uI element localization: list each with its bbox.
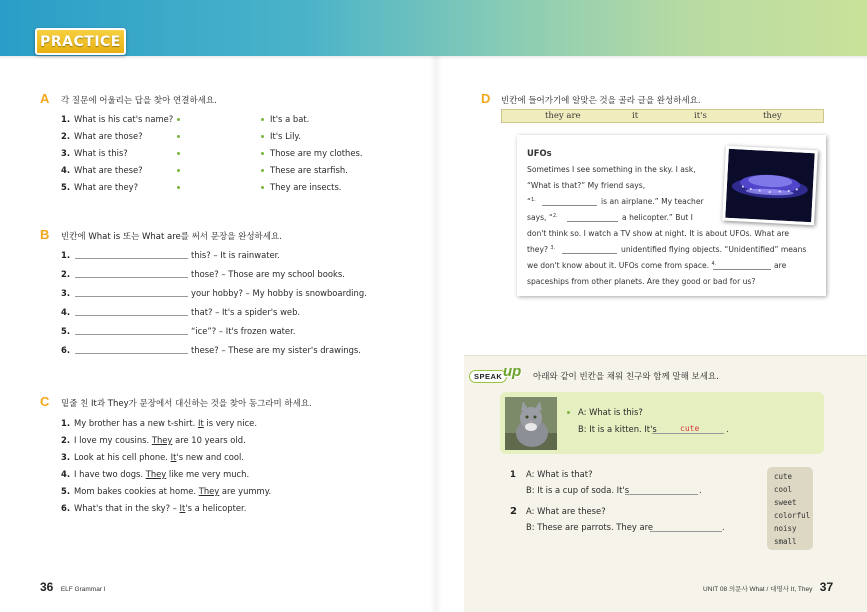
book-spine — [430, 56, 442, 612]
story-blank-4[interactable] — [713, 269, 771, 270]
a-q1-num: 1. — [61, 114, 71, 124]
speak-item2-b: B: These are parrots. They are — [526, 522, 654, 532]
footer-left — [40, 578, 106, 596]
a-q3-num: 3. — [61, 148, 71, 158]
c-item6-underlined[interactable]: It — [179, 503, 186, 513]
ufo-photo — [722, 146, 818, 226]
story-line-3: “$^{1.}$ — [527, 197, 536, 206]
story-line-2: “What is that?” My friend says, — [527, 181, 646, 190]
section-b-letter: B — [40, 227, 50, 242]
a-q5-num: 5. — [61, 182, 71, 192]
word-bank-item[interactable]: it — [632, 111, 639, 121]
a-ans4-match-dot[interactable] — [261, 169, 264, 172]
story-title: UFOs — [527, 148, 552, 158]
b-item1-text: this? – It is rainwater. — [191, 250, 280, 260]
c-item1-text: My brother has a new t-shirt. It is very nice. — [74, 418, 257, 428]
section-c-title: 밑줄 친 It과 They가 문장에서 대신하는 것을 찾아 동그라미 하세요. — [61, 399, 312, 409]
story-line-8: spaceships from other planets. Are they good or bad for us? — [527, 277, 756, 286]
a-q3-match-dot[interactable] — [177, 152, 180, 155]
speak-label: SPEAK — [469, 370, 507, 383]
a-q2-num: 2. — [61, 131, 71, 141]
ufo-image — [725, 149, 814, 222]
b-item6-text: these? – These are my sister's drawings. — [191, 345, 361, 355]
example-a: A: What is this? — [578, 407, 643, 417]
story-line-4-rest: a helicopter.” But I — [622, 213, 693, 222]
example-b: B: It is a kitten. It's — [578, 424, 657, 434]
a-q2-text: What are those? — [74, 131, 143, 141]
section-d-title: 빈칸에 들어가기에 알맞은 것을 골라 글을 완성하세요. — [501, 96, 701, 106]
b-item5-blank[interactable] — [75, 334, 188, 335]
speak-item2-blank[interactable] — [650, 531, 722, 532]
a-q4-match-dot[interactable] — [177, 169, 180, 172]
speak-item1-period: . — [699, 485, 702, 495]
story-line-5: don't think so. I watch a TV show at night. It is about UFOs. What are — [527, 229, 790, 238]
speak-word-list — [767, 467, 813, 550]
word-small: small — [774, 537, 797, 546]
c-item3-text: Look at his cell phone. It's new and cool. — [74, 452, 244, 462]
practice-badge: PRACTICE — [35, 28, 126, 55]
story-line-6: they? $^{3.}$ — [527, 245, 556, 254]
example-answer: cute — [680, 424, 700, 433]
example-period: . — [726, 424, 729, 434]
a-answer-2: It's Lily. — [270, 131, 301, 141]
speak-up-title: 아래와 같이 빈칸을 채워 친구와 함께 말해 보세요. — [533, 372, 719, 382]
c-item4-underlined[interactable]: They — [145, 469, 167, 479]
a-q2-match-dot[interactable] — [177, 135, 180, 138]
b-item6-blank[interactable] — [75, 353, 188, 354]
story-blank-2[interactable] — [567, 221, 618, 222]
c-item1-underlined[interactable]: It — [197, 418, 204, 428]
story-line-6-rest: unidentified flying objects. “Unidentified” means — [621, 245, 807, 254]
word-bank-item[interactable]: they are — [545, 111, 581, 121]
a-q4-num: 4. — [61, 165, 71, 175]
story-blank-3[interactable] — [562, 253, 617, 254]
a-ans5-match-dot[interactable] — [261, 186, 264, 189]
section-b-title: 빈칸에 What is 또는 What are를 써서 문장을 완성하세요. — [61, 232, 282, 242]
a-answer-1: It's a bat. — [270, 114, 310, 124]
b-item2-num: 2. — [61, 269, 71, 279]
c-item4-num: 4. — [61, 469, 71, 479]
a-q1-text: What is his cat's name? — [74, 114, 174, 124]
word-cool: cool — [774, 485, 793, 494]
up-label: up — [503, 363, 522, 380]
speak-item1-blank[interactable] — [625, 494, 698, 495]
a-ans3-match-dot[interactable] — [261, 152, 264, 155]
c-item2-underlined[interactable]: They — [151, 435, 173, 445]
story-line-4: says, “$^{2.}$ — [527, 213, 558, 222]
b-item3-text: your hobby? – My hobby is snowboarding. — [191, 288, 367, 298]
c-item5-underlined[interactable]: They — [198, 486, 220, 496]
speak-item1-b: B: It is a cup of soda. It's — [526, 485, 630, 495]
speak-item2-period: . — [722, 522, 725, 532]
b-item3-blank[interactable] — [75, 296, 188, 297]
c-item4-text: I have two dogs. They like me very much. — [74, 469, 250, 479]
story-blank-1[interactable] — [542, 205, 597, 206]
b-item2-blank[interactable] — [75, 277, 188, 278]
speak-item1-num: 1 — [510, 469, 516, 479]
section-a-letter: A — [40, 91, 50, 106]
b-item4-blank[interactable] — [75, 315, 188, 316]
kitten-image — [505, 397, 557, 450]
story-line-3-rest: is an airplane.” My teacher — [601, 197, 704, 206]
a-q3-text: What is this? — [74, 148, 128, 158]
c-item3-underlined[interactable]: It — [170, 452, 177, 462]
c-item2-num: 2. — [61, 435, 71, 445]
c-item2-text: I love my cousins. They are 10 years old. — [74, 435, 246, 445]
story-line-7: we don't know about it. UFOs come from space. $^{4.}$ — [527, 261, 717, 270]
word-cute: cute — [774, 472, 793, 481]
section-a-title: 각 질문에 어울리는 답을 찾아 연결하세요. — [61, 96, 217, 106]
word-bank-item[interactable]: they — [763, 111, 782, 121]
a-q5-text: What are they? — [74, 182, 139, 192]
a-q4-text: What are these? — [74, 165, 143, 175]
b-item4-text: that? – It's a spider's web. — [191, 307, 301, 317]
b-item6-num: 6. — [61, 345, 71, 355]
kitten-photo — [505, 397, 557, 450]
c-item3-num: 3. — [61, 452, 71, 462]
story-line-1: Sometimes I see something in the sky. I ask, — [527, 165, 696, 174]
a-answer-4: These are starfish. — [270, 165, 348, 175]
page-number-right: 37 — [819, 580, 834, 594]
word-sweet: sweet — [774, 498, 797, 507]
example-bullet — [567, 411, 570, 414]
b-item1-blank[interactable] — [75, 258, 188, 259]
b-item4-num: 4. — [61, 307, 71, 317]
a-q1-match-dot[interactable] — [177, 118, 180, 121]
a-answer-5: They are insects. — [270, 182, 342, 192]
c-item6-text: What's that in the sky? – It's a helicopter. — [74, 503, 247, 513]
c-item5-text: Mom bakes cookies at home. They are yummy. — [74, 486, 272, 496]
b-item5-num: 5. — [61, 326, 71, 336]
story-line-7-rest: are — [774, 261, 787, 270]
b-item1-num: 1. — [61, 250, 71, 260]
a-ans1-match-dot[interactable] — [261, 118, 264, 121]
c-item6-num: 6. — [61, 503, 71, 513]
b-item5-text: “ice”? – It's frozen water. — [191, 326, 296, 336]
footer-left-text: ELF Grammar I — [60, 586, 106, 593]
b-item3-num: 3. — [61, 288, 71, 298]
footer-right — [703, 578, 833, 596]
footer-right-text: UNIT 08 의문사 What / 대명사 It, They — [703, 586, 813, 593]
speak-item2-a: A: What are these? — [526, 506, 606, 516]
word-noisy: noisy — [774, 524, 797, 533]
speak-item2-num: 2 — [510, 506, 517, 517]
page-number-left: 36 — [40, 580, 54, 594]
a-answer-3: Those are my clothes. — [270, 148, 363, 158]
section-d-letter: D — [481, 91, 491, 106]
word-bank-item[interactable]: it's — [694, 111, 707, 121]
word-colorful: colorful — [774, 511, 811, 520]
b-item2-text: those? – Those are my school books. — [191, 269, 345, 279]
c-item1-num: 1. — [61, 418, 71, 428]
section-c-letter: C — [40, 394, 50, 409]
header-banner — [0, 0, 867, 56]
example-blank — [652, 433, 724, 434]
speak-up-badge — [469, 363, 522, 383]
speak-item1-a: A: What is that? — [526, 469, 593, 479]
a-q5-match-dot[interactable] — [177, 186, 180, 189]
a-ans2-match-dot[interactable] — [261, 135, 264, 138]
word-bank — [501, 109, 824, 123]
c-item5-num: 5. — [61, 486, 71, 496]
